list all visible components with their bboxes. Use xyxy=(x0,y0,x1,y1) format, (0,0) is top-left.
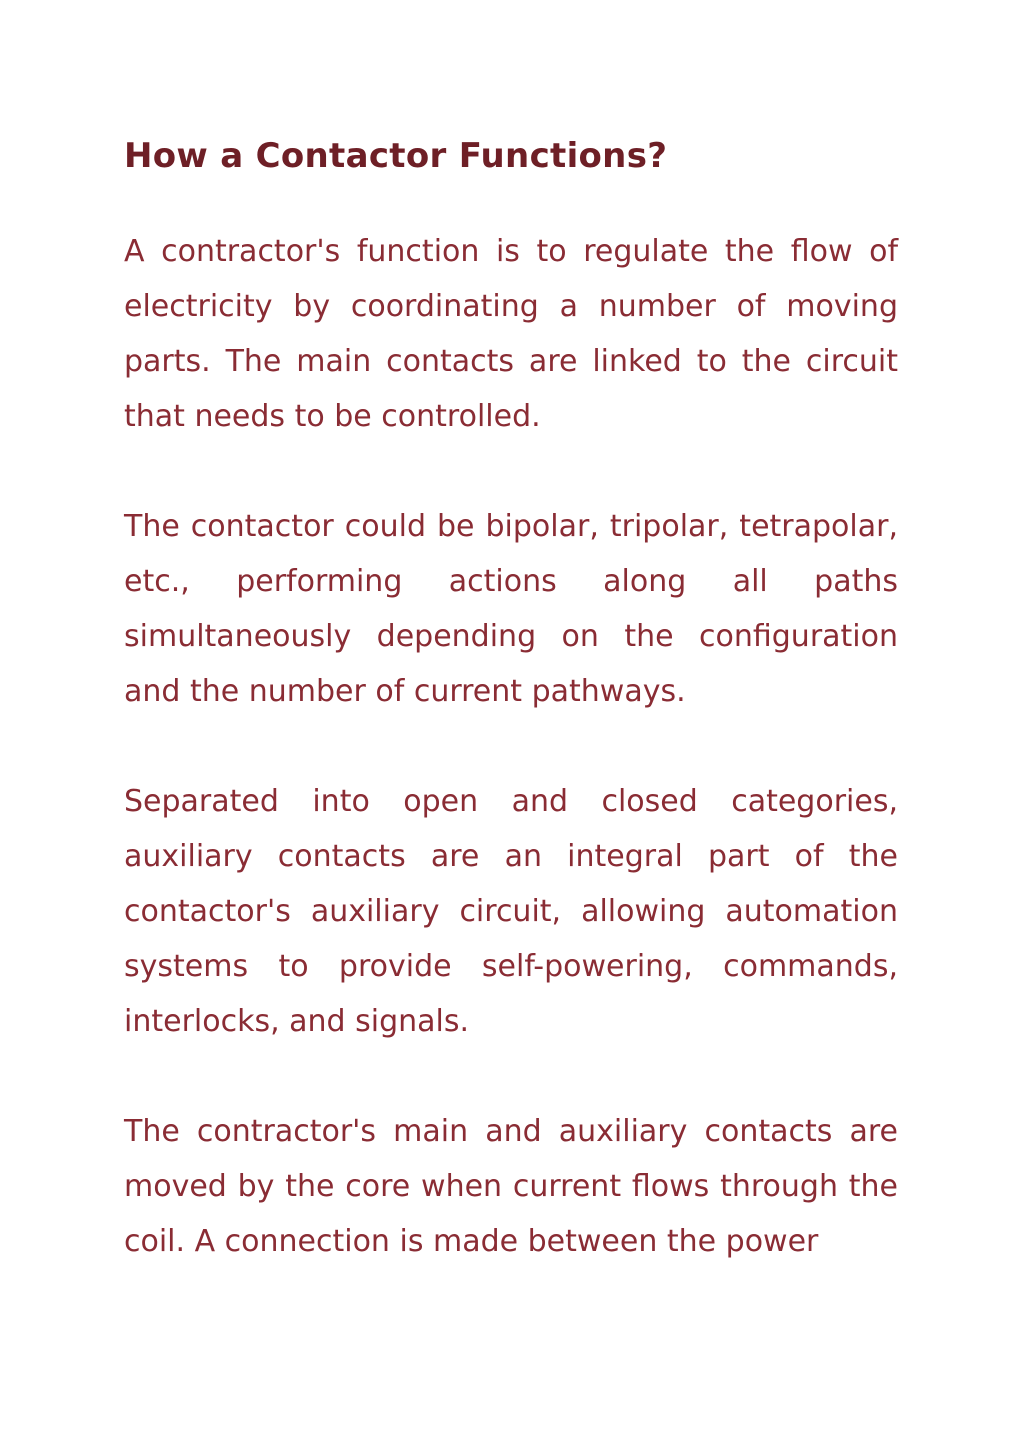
paragraph-contactor-function: A contractor's function is to regulate the flow of electricity by coordinating a number of moving parts. The main contacts are linked to the circuit that needs to be controlled. xyxy=(124,234,898,434)
paragraph-contactor-poles: The contactor could be bipolar, tripolar, tetrapolar, etc., performing actions along all paths simultaneously depending on the configuration and the number of current pathways. xyxy=(124,509,898,709)
paragraph-coil-operation: The contractor's main and auxiliary contacts are moved by the core when current flows through the coil. A connection is made between the power xyxy=(124,1114,898,1259)
page-title: How a Contactor Functions? xyxy=(124,136,668,176)
document-body xyxy=(124,130,898,1269)
paragraph-auxiliary-contacts: Separated into open and closed categories, auxiliary contacts are an integral part of the contactor's auxiliary circuit, allowing automation systems to provide self-powering, commands, interlocks, and signals. xyxy=(124,784,898,1039)
